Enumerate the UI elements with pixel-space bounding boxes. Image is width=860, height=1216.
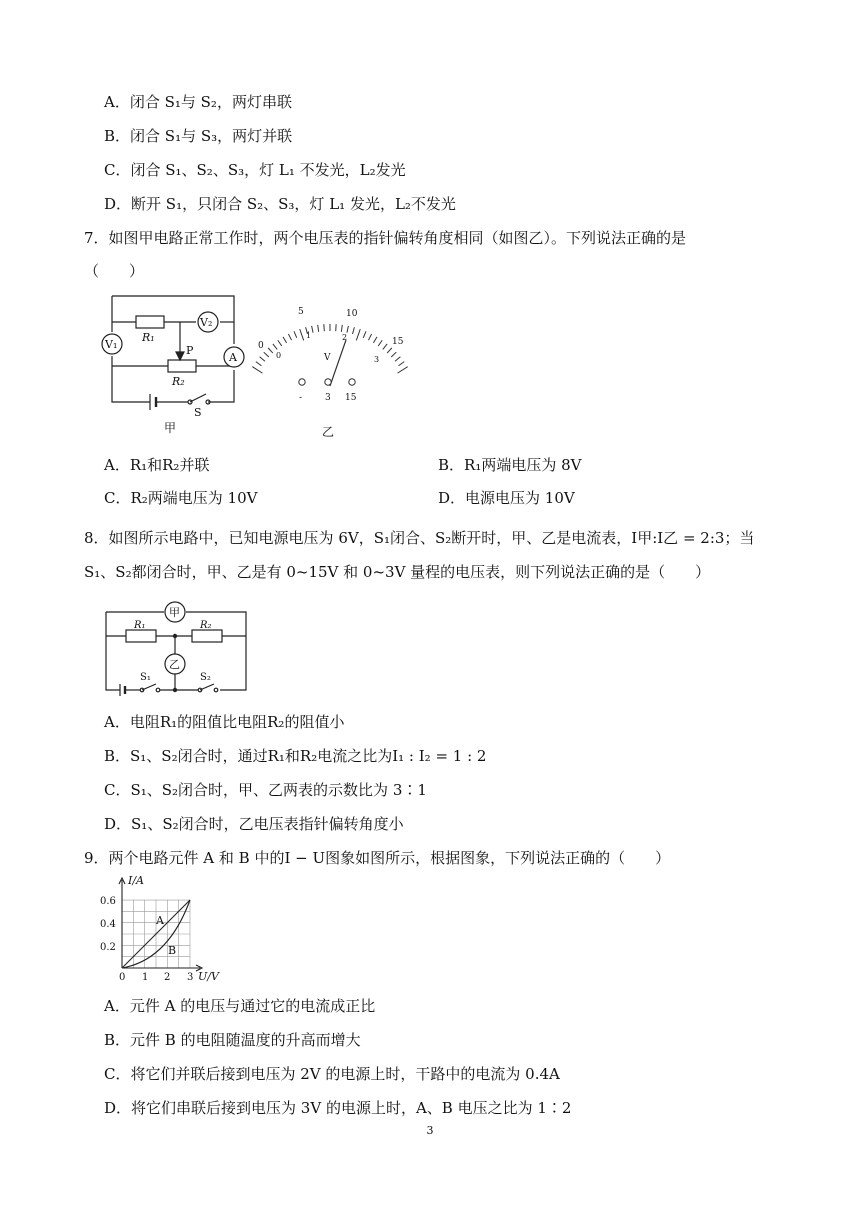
- y-tick-0-4: 0.4: [100, 919, 116, 930]
- dial-tick: [363, 331, 366, 337]
- q7-stem: 7．如图甲电路正常工作时，两个电压表的指针偏转角度相同（如图乙）。下列说法正确的是: [84, 229, 687, 247]
- dial-tick: [387, 348, 392, 353]
- dial-tick: [312, 326, 313, 333]
- q8-circuit: [100, 598, 252, 696]
- dial-tick: [294, 331, 297, 337]
- meter-jia-label: 甲: [169, 606, 180, 619]
- dial-tick: [264, 352, 269, 357]
- meter-yi-label: 乙: [169, 658, 180, 671]
- q8-r1-label: R₁: [134, 620, 146, 631]
- dial-inner-2: 2: [342, 333, 348, 342]
- q9-iu-graph: [98, 872, 238, 984]
- r2-label: R₂: [172, 375, 185, 388]
- dial-inner-3: 3: [374, 355, 380, 364]
- dial-tick: [278, 340, 282, 346]
- dial-outer-10: 10: [346, 309, 358, 319]
- q6-option-a: A．闭合 S₁与 S₂，两灯串联: [104, 93, 292, 111]
- x-tick-2: 2: [164, 972, 171, 983]
- dial-inner-1: 1: [306, 331, 312, 340]
- dial-tick: [395, 357, 400, 362]
- dial-tick: [347, 326, 348, 333]
- q8-option-c: C．S₁、S₂闭合时，甲、乙两表的示数比为 3∶1: [104, 781, 427, 799]
- q8-s2-label: S₂: [200, 672, 211, 683]
- dial-tick: [318, 325, 319, 332]
- q7-answer-paren: （ ）: [84, 262, 145, 280]
- dial-needle: [330, 340, 346, 386]
- q9-option-a: A．元件 A 的电压与通过它的电流成正比: [104, 997, 376, 1015]
- ammeter-label: A: [229, 351, 237, 364]
- q8-stem-line1: 8．如图所示电路中，已知电源电压为 6V，S₁闭合、S₂断开时，甲、乙是电流表，I甲:I乙 = 2:3；当: [84, 529, 755, 547]
- terminal-minus: -: [299, 393, 303, 403]
- terminal-3: 3: [325, 393, 331, 403]
- x-tick-3: 3: [187, 972, 194, 983]
- curve-a-label: A: [156, 914, 164, 927]
- dial-outer-15: 15: [392, 337, 404, 347]
- q7-option-a: A．R₁和R₂并联: [104, 456, 210, 474]
- curve-b-label: B: [168, 944, 177, 957]
- y-tick-0-2: 0.2: [100, 942, 116, 953]
- q9-option-d: D．将它们串联后接到电压为 3V 的电源上时，A、B 电压之比为 1∶2: [104, 1099, 572, 1117]
- q7-option-c: C．R₂两端电压为 10V: [104, 489, 258, 507]
- dial-unit: V: [324, 353, 331, 363]
- q6-option-b: B．闭合 S₁与 S₃，两灯并联: [104, 127, 293, 145]
- dial-inner-0: 0: [276, 351, 282, 360]
- dial-tick: [260, 357, 265, 362]
- dial-tick: [341, 325, 342, 332]
- dial-outer-0: 0: [258, 341, 264, 351]
- dial-tick: [391, 352, 396, 357]
- q8-option-d: D．S₁、S₂闭合时，乙电压表指针偏转角度小: [104, 815, 404, 833]
- q8-option-b: B．S₁、S₂闭合时，通过R₁和R₂电流之比为I₁ : I₂ = 1 : 2: [104, 747, 487, 765]
- y-tick-0-6: 0.6: [100, 896, 116, 907]
- dial-tick: [383, 344, 387, 349]
- dial-tick: [399, 362, 405, 366]
- dial-tick: [300, 329, 304, 340]
- slider-p-label: P: [186, 344, 194, 357]
- figure-yi-caption: 乙: [322, 425, 335, 439]
- dial-tick: [252, 367, 262, 373]
- dial-tick: [256, 362, 262, 366]
- dial-tick: [368, 334, 371, 340]
- q9-option-b: B．元件 B 的电阻随温度的升高而增大: [104, 1031, 361, 1049]
- figure-jia-caption: 甲: [164, 421, 177, 435]
- x-axis-label: U/V: [198, 970, 219, 983]
- x-tick-0: 0: [119, 972, 126, 983]
- dial-tick: [283, 337, 287, 343]
- dial-tick: [378, 340, 382, 346]
- r1-label: R₁: [142, 331, 155, 344]
- q7-option-d: D．电源电压为 10V: [438, 489, 575, 507]
- terminal-15: 15: [345, 393, 357, 403]
- page-number: 3: [426, 1124, 434, 1137]
- q7-option-b: B．R₁两端电压为 8V: [438, 456, 582, 474]
- q6-option-c: C．闭合 S₁、S₂、S₃，灯 L₁ 不发光，L₂发光: [104, 161, 406, 179]
- dial-tick: [353, 327, 355, 334]
- v1-label: V₁: [105, 338, 118, 351]
- dial-outer-5: 5: [298, 307, 304, 317]
- q8-r2-label: R₂: [200, 620, 212, 631]
- q8-s1-label: S₁: [140, 672, 151, 683]
- dial-tick: [288, 334, 291, 340]
- v2-label: V₂: [200, 316, 213, 329]
- dial-tick: [273, 344, 277, 349]
- q9-option-c: C．将它们并联后接到电压为 2V 的电源上时，干路中的电流为 0.4A: [104, 1065, 560, 1083]
- dial-tick: [398, 367, 408, 373]
- switch-s-label: S: [194, 406, 202, 419]
- q8-stem-line2: S₁、S₂都闭合时，甲、乙是有 0~15V 和 0~3V 量程的电压表，则下列说法正确的是（ ）: [84, 563, 711, 581]
- dial-tick: [356, 329, 360, 340]
- q6-option-d: D．断开 S₁，只闭合 S₂、S₃，灯 L₁ 发光，L₂不发光: [104, 195, 456, 213]
- q7-voltmeter-yi: [250, 296, 410, 444]
- dial-tick: [373, 337, 377, 343]
- q9-stem: 9．两个电路元件 A 和 B 中的I − U图象如图所示，根据图象，下列说法正确的（ ）: [84, 849, 671, 867]
- q7-circuit-jia: [96, 286, 246, 436]
- dial-tick: [268, 348, 273, 353]
- x-tick-1: 1: [142, 972, 149, 983]
- q8-option-a: A．电阻R₁的阻值比电阻R₂的阻值小: [104, 713, 345, 731]
- y-axis-label: I/A: [128, 874, 144, 887]
